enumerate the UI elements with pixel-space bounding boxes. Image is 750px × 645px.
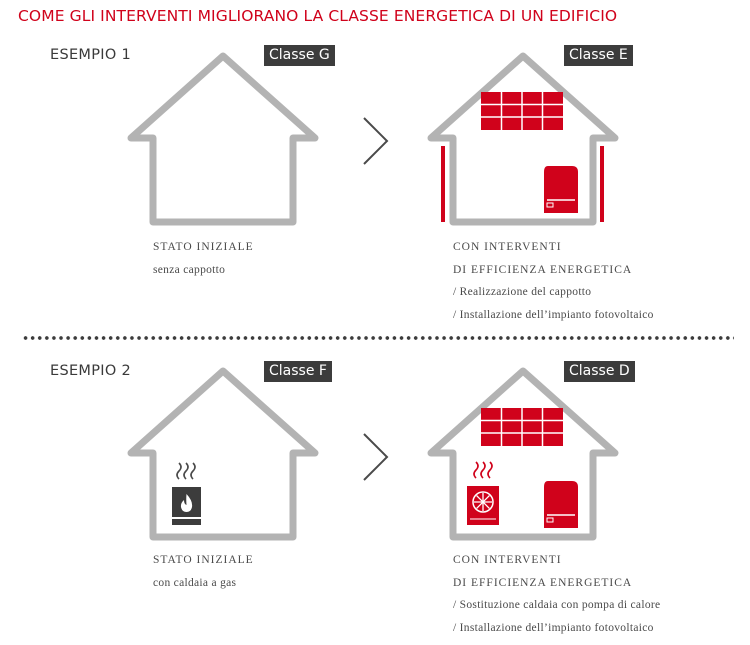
- description-line: / Sostituzione caldaia con pompa di calore: [453, 599, 661, 611]
- example-1-after-class-badge: Classe E: [564, 45, 633, 66]
- example-1-before-class-badge: Classe G: [264, 45, 335, 66]
- dotted-divider: [22, 335, 734, 341]
- example-1-label: ESEMPIO 1: [50, 47, 132, 63]
- description-line: STATO INIZIALE: [153, 554, 254, 566]
- example-2-before-class-badge: Classe F: [264, 361, 332, 382]
- description-line: STATO INIZIALE: [153, 241, 254, 253]
- example-2-label: ESEMPIO 2: [50, 363, 132, 379]
- description-line: con caldaia a gas: [153, 576, 237, 589]
- page-title: COME GLI INTERVENTI MIGLIORANO LA CLASSE ENERGETICA DI UN EDIFICIO: [18, 7, 618, 25]
- description-line: CON INTERVENTI: [453, 554, 562, 566]
- example-2-before-description: [153, 549, 254, 594]
- example-1-after-description: [453, 236, 654, 326]
- example-2-after-class-badge: Classe D: [564, 361, 635, 382]
- description-line: DI EFFICIENZA ENERGETICA: [453, 263, 633, 276]
- description-line: DI EFFICIENZA ENERGETICA: [453, 576, 633, 589]
- description-line: / Realizzazione del cappotto: [453, 286, 592, 298]
- description-line: CON INTERVENTI: [453, 241, 562, 253]
- description-line: senza cappotto: [153, 263, 226, 276]
- example-1-before-description: [153, 236, 254, 281]
- description-line: / Installazione dell’impianto fotovoltaico: [453, 308, 654, 321]
- description-line: / Installazione dell’impianto fotovoltaico: [453, 621, 654, 634]
- example-2-after-description: [453, 549, 660, 639]
